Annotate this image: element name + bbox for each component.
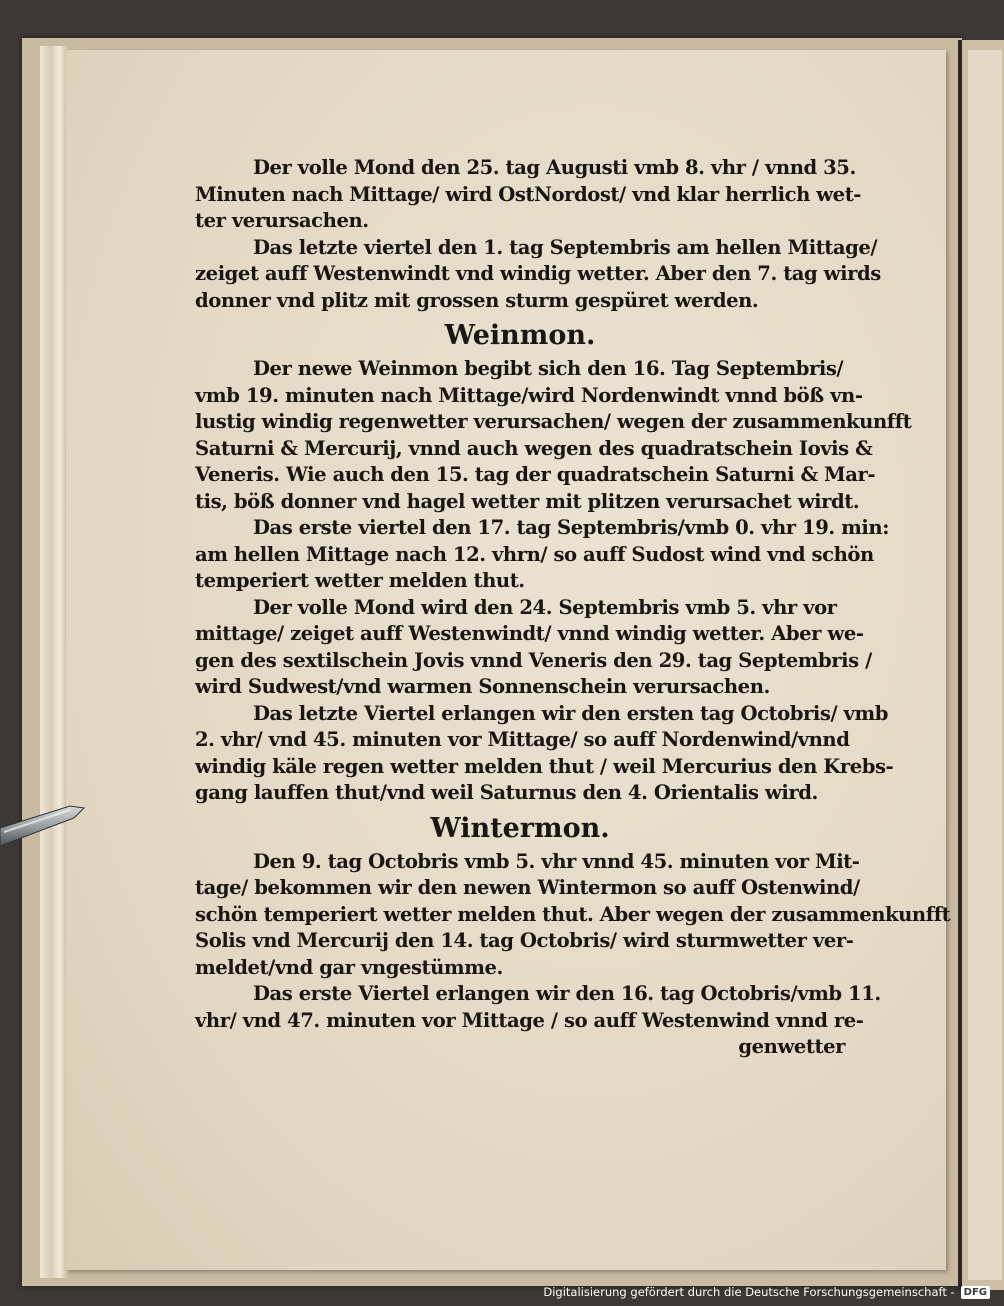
- dfg-logo: DFG: [961, 1286, 990, 1299]
- text-line: windig käle regen wetter melden thut / weil Mercurius den Krebs-: [195, 754, 894, 778]
- text-line: Saturni & Mercurij, vnnd auch wegen des quadratschein Iovis &: [195, 436, 873, 460]
- text-line: meldet/vnd gar vngestümme.: [195, 955, 503, 979]
- text-line: Das letzte Viertel erlangen wir den ersten tag Octobris/ vmb: [253, 701, 889, 725]
- text-line: Minuten nach Mittage/ wird OstNordost/ vnd klar herrlich wet-: [195, 182, 861, 206]
- paragraph-first-quarter-september: [195, 515, 889, 595]
- text-line: zeiget auff Westenwindt vnd windig wetter. Aber den 7. tag wirds: [195, 262, 881, 285]
- text-line: Veneris. Wie auch den 15. tag der quadratschein Saturni & Mar-: [195, 463, 876, 486]
- paragraph-first-quarter-october: [195, 981, 881, 1034]
- text-line: 2. vhr/ vnd 45. minuten vor Mittage/ so auff Nordenwind/vnnd: [195, 728, 850, 751]
- page-text: [195, 155, 951, 1061]
- paragraph-last-quarter-september: [195, 235, 881, 315]
- text-line: Das erste viertel den 17. tag Septembris/vmb 0. vhr 19. min:: [253, 516, 889, 539]
- text-line: mittage/ zeiget auff Westenwindt/ vnnd windig wetter. Aber we-: [195, 622, 864, 645]
- paragraph-new-weinmon: [195, 356, 912, 515]
- facing-page-edge: [958, 40, 1004, 1290]
- section-heading-weinmon: Weinmon.: [444, 320, 596, 351]
- paragraph-last-quarter-october: [195, 701, 894, 807]
- text-line: wird Sudwest/vnd warmen Sonnenschein verursachen.: [195, 675, 770, 698]
- text-line: gang lauffen thut/vnd weil Saturnus den 4. Orientalis wird.: [195, 781, 818, 804]
- paragraph-full-moon-september: [195, 595, 872, 701]
- paragraph-new-wintermon: [195, 849, 951, 982]
- section-heading-wintermon: Wintermon.: [430, 812, 610, 844]
- text-line: tage/ bekommen wir den newen Wintermon so auff Ostenwind/: [195, 876, 860, 899]
- text-line: am hellen Mittage nach 12. vhrn/ so auff Sudost wind vnd schön: [195, 542, 874, 566]
- text-line: Das letzte viertel den 1. tag Septembris am hellen Mittage/: [253, 235, 878, 259]
- catchword: genwetter: [738, 1035, 845, 1058]
- page-edges: [40, 46, 68, 1278]
- text-line: Der volle Mond den 25. tag Augusti vmb 8. vhr / vnnd 35.: [253, 156, 856, 179]
- footer-credit-text: Digitalisierung gefördert durch die Deutsche Forschungsgemeinschaft -: [543, 1285, 955, 1299]
- text-line: lustig windig regenwetter verursachen/ wegen der zusammenkunfft: [195, 410, 912, 433]
- footer-credit: [543, 1282, 990, 1302]
- paragraph-full-moon-august: [195, 155, 861, 235]
- text-line: donner vnd plitz mit grossen sturm gespüret werden.: [195, 288, 759, 312]
- text-line: tis, böß donner vnd hagel wetter mit plitzen verursachet wirdt.: [195, 489, 860, 513]
- text-line: schön temperiert wetter melden thut. Aber wegen der zusammenkunfft: [195, 902, 951, 926]
- text-line: Der volle Mond wird den 24. Septembris vmb 5. vhr vor: [253, 595, 837, 619]
- text-line: Den 9. tag Octobris vmb 5. vhr vnnd 45. minuten vor Mit-: [253, 849, 860, 873]
- text-line: Der newe Weinmon begibt sich den 16. Tag Septembris/: [253, 357, 844, 380]
- text-line: Solis vnd Mercurij den 14. tag Octobris/ wird sturmwetter ver-: [195, 929, 854, 952]
- text-line: vhr/ vnd 47. minuten vor Mittage / so auff Westenwind vnnd re-: [195, 1008, 864, 1032]
- text-line: gen des sextilschein Jovis vnnd Veneris den 29. tag Septembris /: [195, 648, 872, 672]
- text-line: vmb 19. minuten nach Mittage/wird Nordenwindt vnnd böß vn-: [195, 383, 863, 407]
- pointer-pen-icon: [0, 800, 90, 848]
- text-line: ter verursachen.: [195, 209, 369, 232]
- text-line: Das erste Viertel erlangen wir den 16. tag Octobris/vmb 11.: [253, 982, 881, 1005]
- text-line: temperiert wetter melden thut.: [195, 569, 525, 592]
